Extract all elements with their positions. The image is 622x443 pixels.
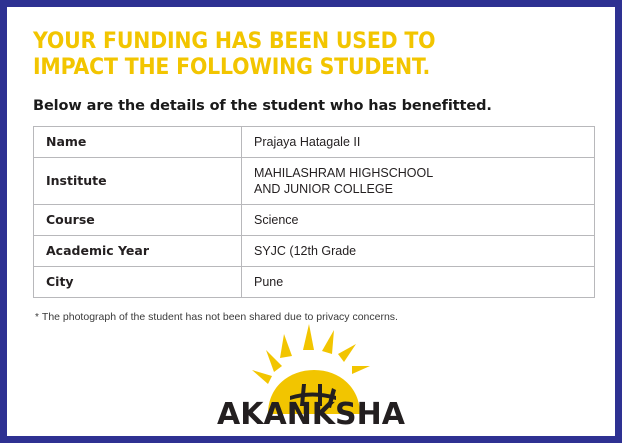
page-title: YOUR FUNDING HAS BEEN USED TO IMPACT THE FOLLOWING STUDENT. bbox=[33, 29, 436, 80]
row-value: Prajaya Hatagale II bbox=[242, 127, 595, 158]
table-row bbox=[34, 236, 595, 267]
row-label: Institute bbox=[34, 158, 242, 205]
akanksha-logo bbox=[206, 322, 416, 430]
row-value: Science bbox=[242, 205, 595, 236]
row-value: Pune bbox=[242, 267, 595, 298]
footnote-marker: * bbox=[35, 312, 39, 324]
row-value-line1: MAHILASHRAM HIGHSCHOOL bbox=[254, 166, 434, 181]
logo-wordmark: AKANKSHA bbox=[217, 397, 405, 430]
footnote-text: The photograph of the student has not been shared due to privacy concerns. bbox=[41, 311, 398, 324]
student-details-table bbox=[33, 126, 595, 298]
row-value bbox=[242, 158, 595, 205]
table-row bbox=[34, 205, 595, 236]
sun-logo-icon bbox=[206, 322, 416, 430]
row-value-line2: AND JUNIOR COLLEGE bbox=[254, 182, 393, 197]
row-label: City bbox=[34, 267, 242, 298]
subtitle: Below are the details of the student who has benefitted. bbox=[33, 98, 492, 115]
table-row bbox=[34, 127, 595, 158]
row-label: Name bbox=[34, 127, 242, 158]
row-label: Course bbox=[34, 205, 242, 236]
row-value: SYJC (12th Grade bbox=[242, 236, 595, 267]
table-row bbox=[34, 158, 595, 205]
table-row bbox=[34, 267, 595, 298]
logo bbox=[7, 322, 615, 430]
row-label: Academic Year bbox=[34, 236, 242, 267]
